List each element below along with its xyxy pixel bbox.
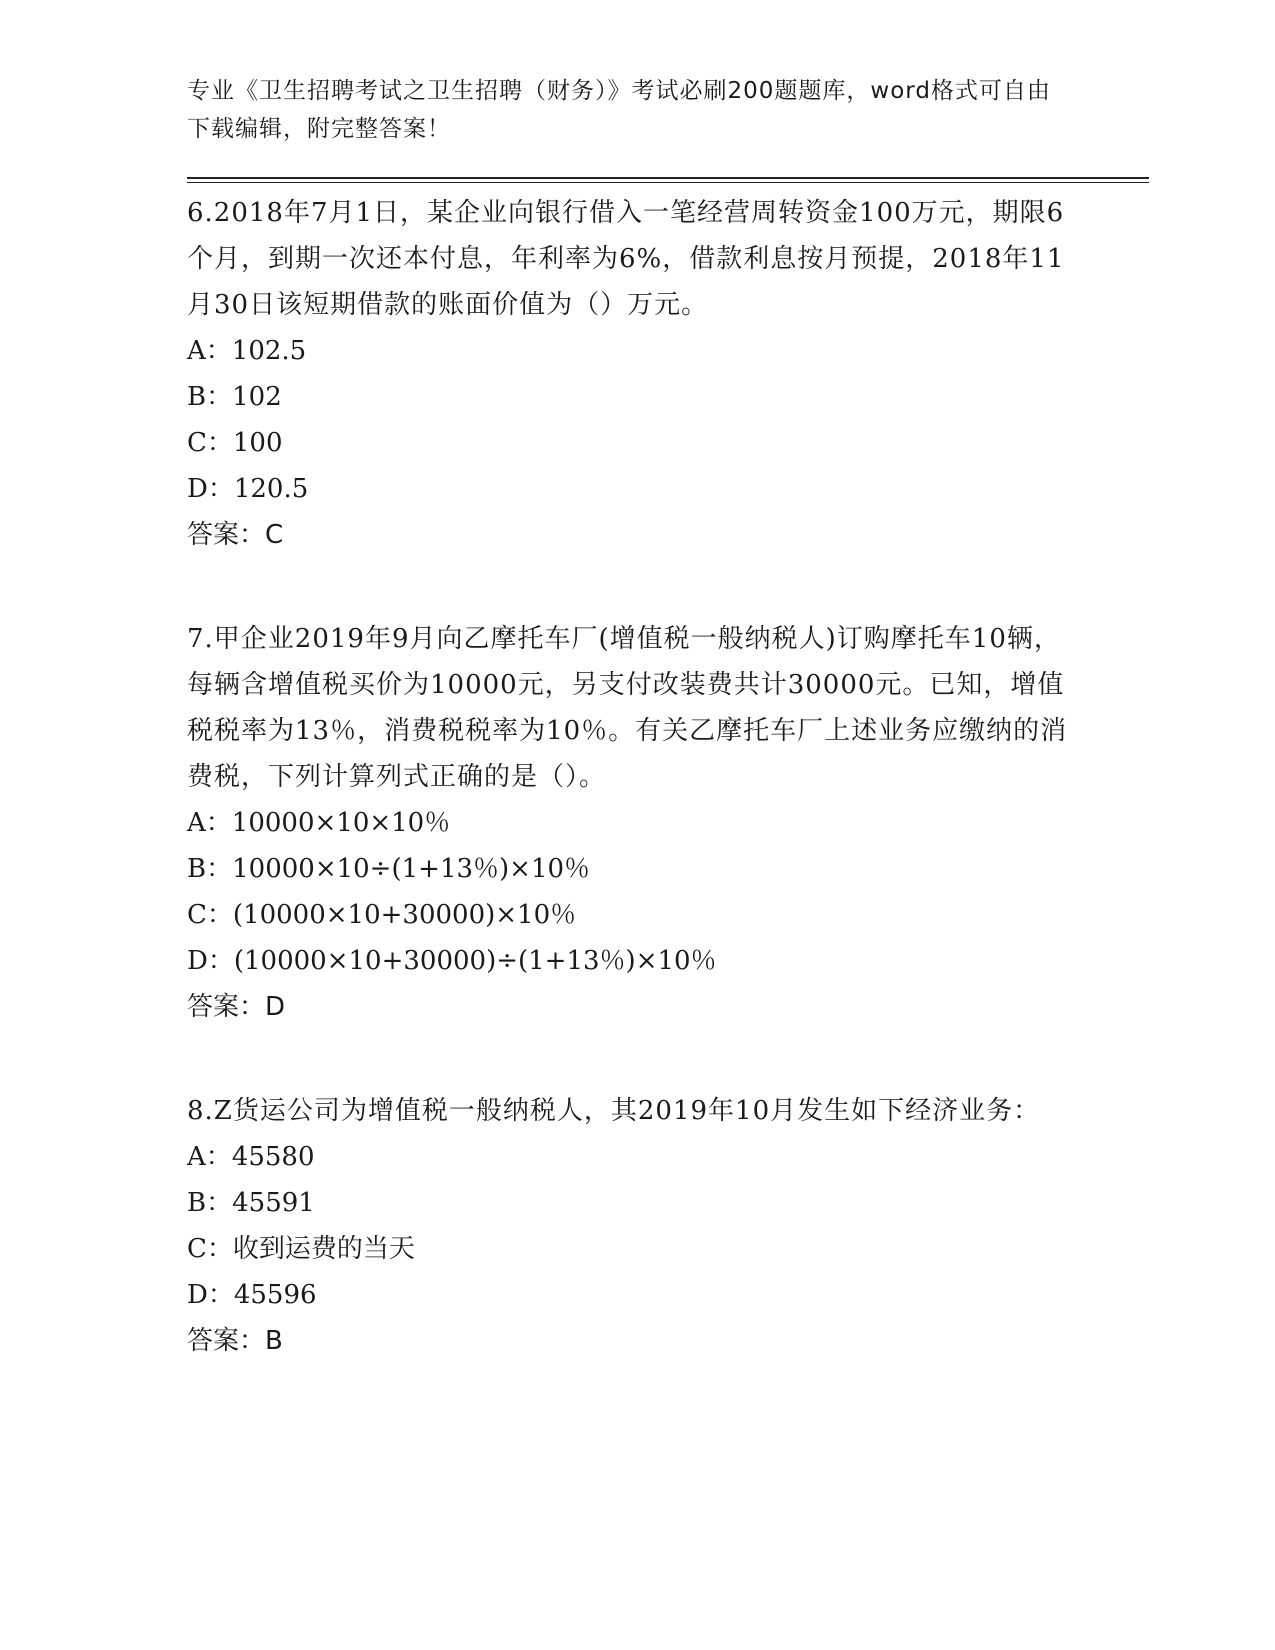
question-text: 8.Z货运公司为增值税一般纳税人，其2019年10月发生如下经济业务： [187,1096,1041,1126]
question-text: 6.2018年7月1日，某企业向银行借入一笔经营周转资金100万元，期限6个月，到期一次还本付息，年利率为6%，借款利息按月预提，2018年11月30日该短期借款的账面价值为（）万元。 [187,198,1065,320]
option-b: B：10000×10÷(1+13％)×10％ [187,854,591,884]
question-list [187,190,1087,1364]
answer-line: 答案：B [187,1326,283,1356]
option-a: A：45580 [187,1142,315,1172]
option-d: D：120.5 [187,474,309,504]
header-divider [187,177,1149,179]
option-c: C：100 [187,428,283,458]
option-c: C：(10000×10+30000)×10％ [187,900,577,930]
document-header: 专业《卫生招聘考试之卫生招聘（财务）》考试必刷200题题库，word格式可自由下载编辑，附完整答案！ [187,78,1051,142]
question-text: 7.甲企业2019年9月向乙摩托车厂(增值税一般纳税人)订购摩托车10辆，每辆含增值税买价为10000元，另支付改装费共计30000元。已知，增值税税率为13％，消费税税率为10％。有关乙摩托车厂上述业务应缴纳的消费税，下列计算列式正确的是（）。 [187,624,1068,792]
option-b: B：102 [187,382,282,412]
question-6 [187,190,1087,558]
option-a: A：10000×10×10％ [187,808,451,838]
answer-line: 答案：D [187,992,286,1022]
option-d: D：45596 [187,1280,317,1310]
option-a: A：102.5 [187,336,307,366]
option-b: B：45591 [187,1188,315,1218]
option-c: C：收到运费的当天 [187,1234,415,1264]
question-7 [187,616,1087,1030]
option-d: D：(10000×10+30000)÷(1+13％)×10％ [187,946,717,976]
question-8 [187,1088,1087,1364]
header-divider-thin [187,182,1149,183]
answer-line: 答案：C [187,520,284,550]
